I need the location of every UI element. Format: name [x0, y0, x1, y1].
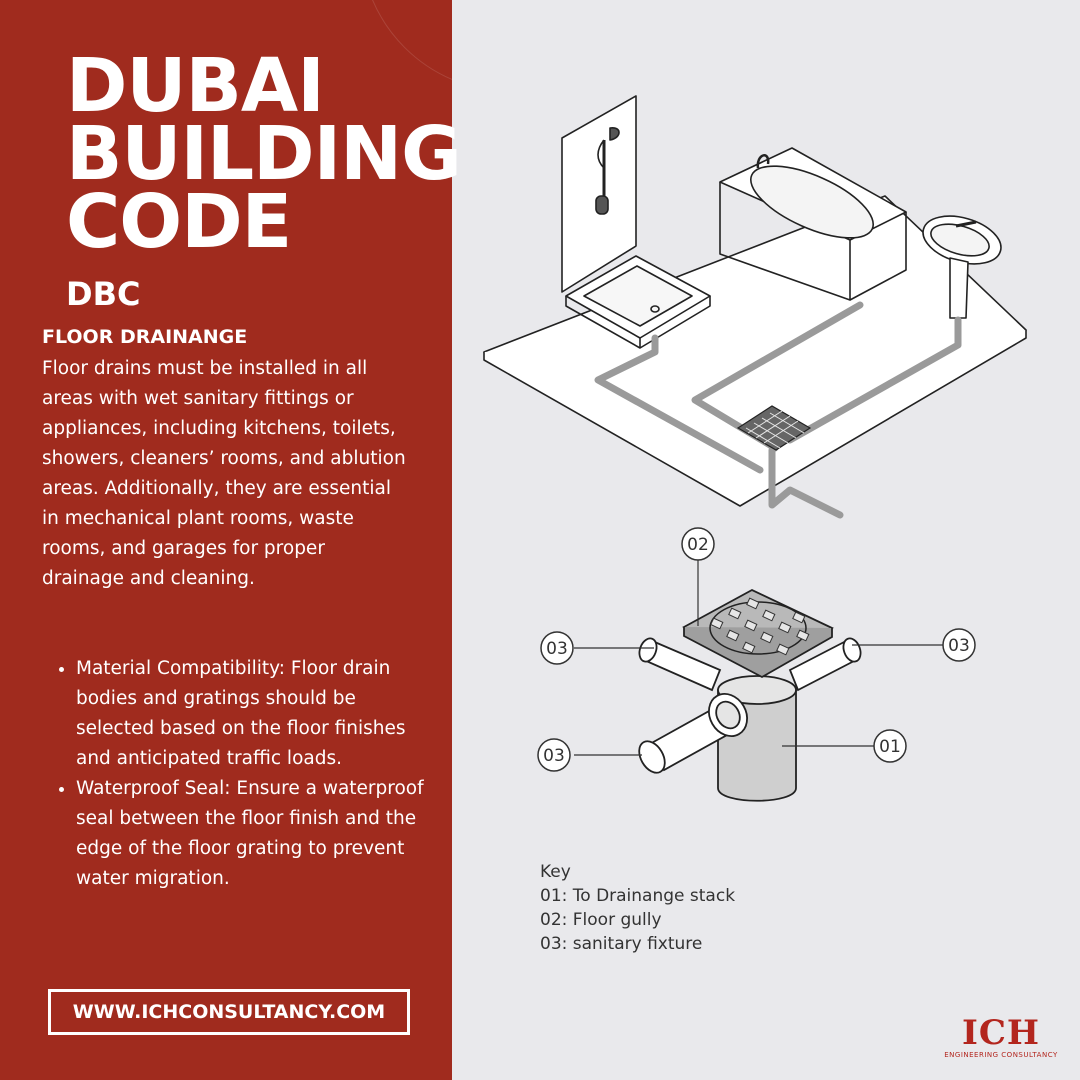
diagram-key: [540, 860, 735, 956]
callout-03-bottom-label: 03: [543, 746, 565, 766]
website-link[interactable]: WWW.ICHCONSULTANCY.COM: [48, 989, 410, 1035]
logo-tagline: ENGINEERING CONSULTANCY: [944, 1051, 1058, 1059]
title-line-1: DUBAI: [66, 43, 324, 129]
bullet-item-waterproof: • Waterproof Seal: Ensure a waterproof seal between the floor finish and the edge of the floor grating to prevent water migration.: [76, 774, 432, 894]
key-title: Key: [540, 862, 571, 882]
key-item-03: 03: sanitary fixture: [540, 934, 703, 954]
body-paragraph: Floor drains must be installed in all areas with wet sanitary fittings or appliances, including kitchens, toilets, showers, cleaners’ rooms, and ablution areas. Additionally, they are essential in mechanical plant rooms, waste rooms, and garages for proper drainage and cleaning.: [42, 358, 406, 589]
callout-01-label: 01: [879, 737, 901, 757]
page-title: [66, 43, 461, 265]
logo-mark: ICH: [961, 1013, 1041, 1053]
title-line-2: BUILDING: [66, 111, 461, 197]
bullet-list: [56, 654, 432, 894]
bullet-item-material: • Material Compatibility: Floor drain bodies and gratings should be selected based on the floor finishes and anticipated traffic loads.: [76, 654, 432, 774]
callout-03-left-label: 03: [546, 639, 568, 659]
callout-03-right-label: 03: [948, 636, 970, 656]
callout-02-label: 02: [687, 535, 709, 555]
section-heading: FLOOR DRAINANGE: [42, 326, 248, 348]
key-item-01: 01: To Drainange stack: [540, 886, 736, 906]
key-item-02: 02: Floor gully: [540, 910, 662, 930]
company-logo: [940, 1015, 1062, 1059]
subtitle: DBC: [66, 275, 141, 313]
title-line-3: CODE: [66, 179, 292, 265]
